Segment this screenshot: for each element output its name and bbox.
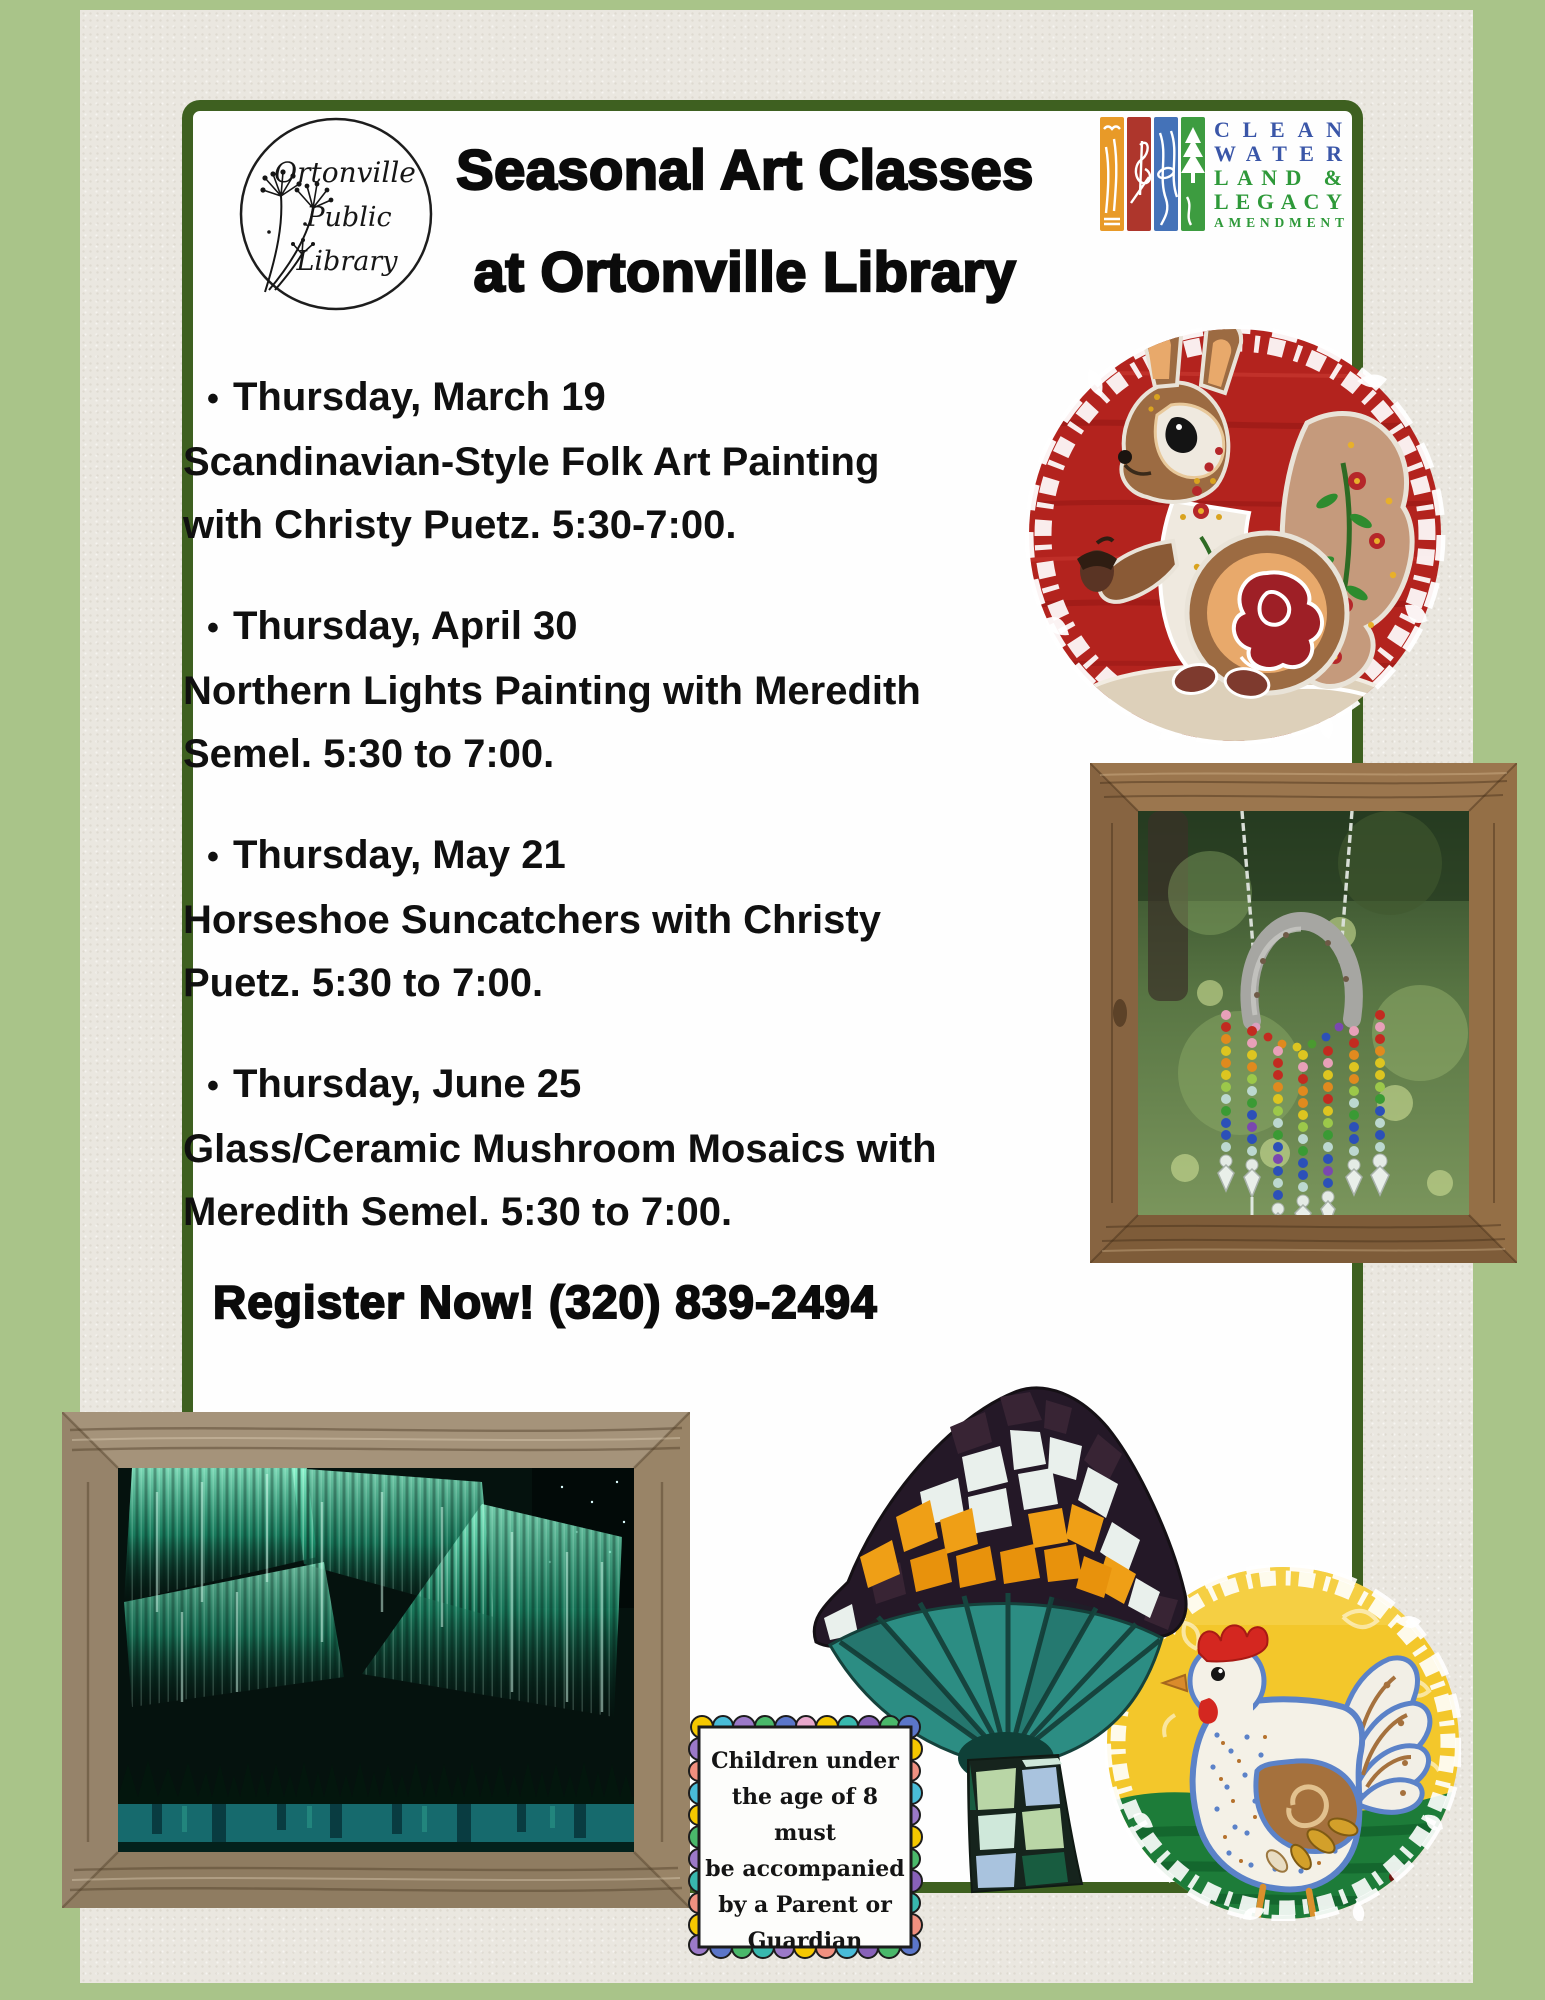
class-item-april bbox=[183, 595, 1103, 786]
ortonville-library-logo bbox=[223, 112, 435, 320]
legacy-word-land: LAND & bbox=[1214, 165, 1342, 190]
class-desc-line: Glass/Ceramic Mushroom Mosaics with bbox=[183, 1127, 937, 1171]
legacy-color-bars bbox=[1100, 117, 1205, 231]
class-desc-line: Scandinavian-Style Folk Art Painting bbox=[183, 440, 880, 484]
bullet-icon: • bbox=[207, 380, 219, 418]
horseshoe-suncatcher-image bbox=[1090, 763, 1517, 1263]
class-desc-line: Northern Lights Painting with Meredith bbox=[183, 669, 921, 713]
bullet-icon: • bbox=[207, 838, 219, 876]
class-date: Thursday, May 21 bbox=[233, 833, 566, 877]
legacy-word-water: WATER bbox=[1214, 141, 1342, 166]
bullet-icon: • bbox=[207, 609, 219, 647]
logo-text-line3: Library bbox=[296, 246, 398, 277]
class-item-june bbox=[183, 1053, 1103, 1244]
class-date: Thursday, March 19 bbox=[233, 375, 606, 419]
class-list bbox=[183, 366, 1103, 1282]
legacy-word-clean: CLEAN bbox=[1214, 117, 1342, 142]
class-item-may bbox=[183, 824, 1103, 1015]
page-title-line2: at Ortonville Library bbox=[473, 240, 1017, 303]
legacy-word-amendment: AMENDMENT bbox=[1214, 215, 1344, 230]
class-desc-line: Semel. 5:30 to 7:00. bbox=[183, 732, 555, 776]
class-desc-line: Horseshoe Suncatchers with Christy bbox=[183, 898, 881, 942]
register-phone-line: Register Now! (320) 839-2494 bbox=[213, 1276, 878, 1328]
class-date: Thursday, June 25 bbox=[233, 1062, 582, 1106]
legacy-amendment-logo bbox=[1100, 115, 1348, 235]
bullet-icon: • bbox=[207, 1067, 219, 1105]
class-desc-line: Puetz. 5:30 to 7:00. bbox=[183, 961, 544, 1005]
legacy-word-legacy: LEGACY bbox=[1214, 189, 1342, 214]
children-notice-box bbox=[685, 1713, 925, 1961]
class-item-march bbox=[183, 366, 1103, 557]
class-desc-line: with Christy Puetz. 5:30-7:00. bbox=[183, 503, 737, 547]
northern-lights-painting-image bbox=[62, 1412, 690, 1908]
logo-text-line2: Public bbox=[306, 202, 392, 233]
class-desc-line: Meredith Semel. 5:30 to 7:00. bbox=[183, 1190, 733, 1234]
children-notice-text: Children under the age of 8 must be accompanied by a Parent or Guardian bbox=[705, 1748, 905, 1954]
page-title-line1: Seasonal Art Classes bbox=[456, 138, 1034, 201]
squirrel-folk-art-image bbox=[1005, 305, 1465, 765]
logo-text-line1: Ortonville bbox=[274, 156, 416, 189]
class-date: Thursday, April 30 bbox=[233, 604, 578, 648]
